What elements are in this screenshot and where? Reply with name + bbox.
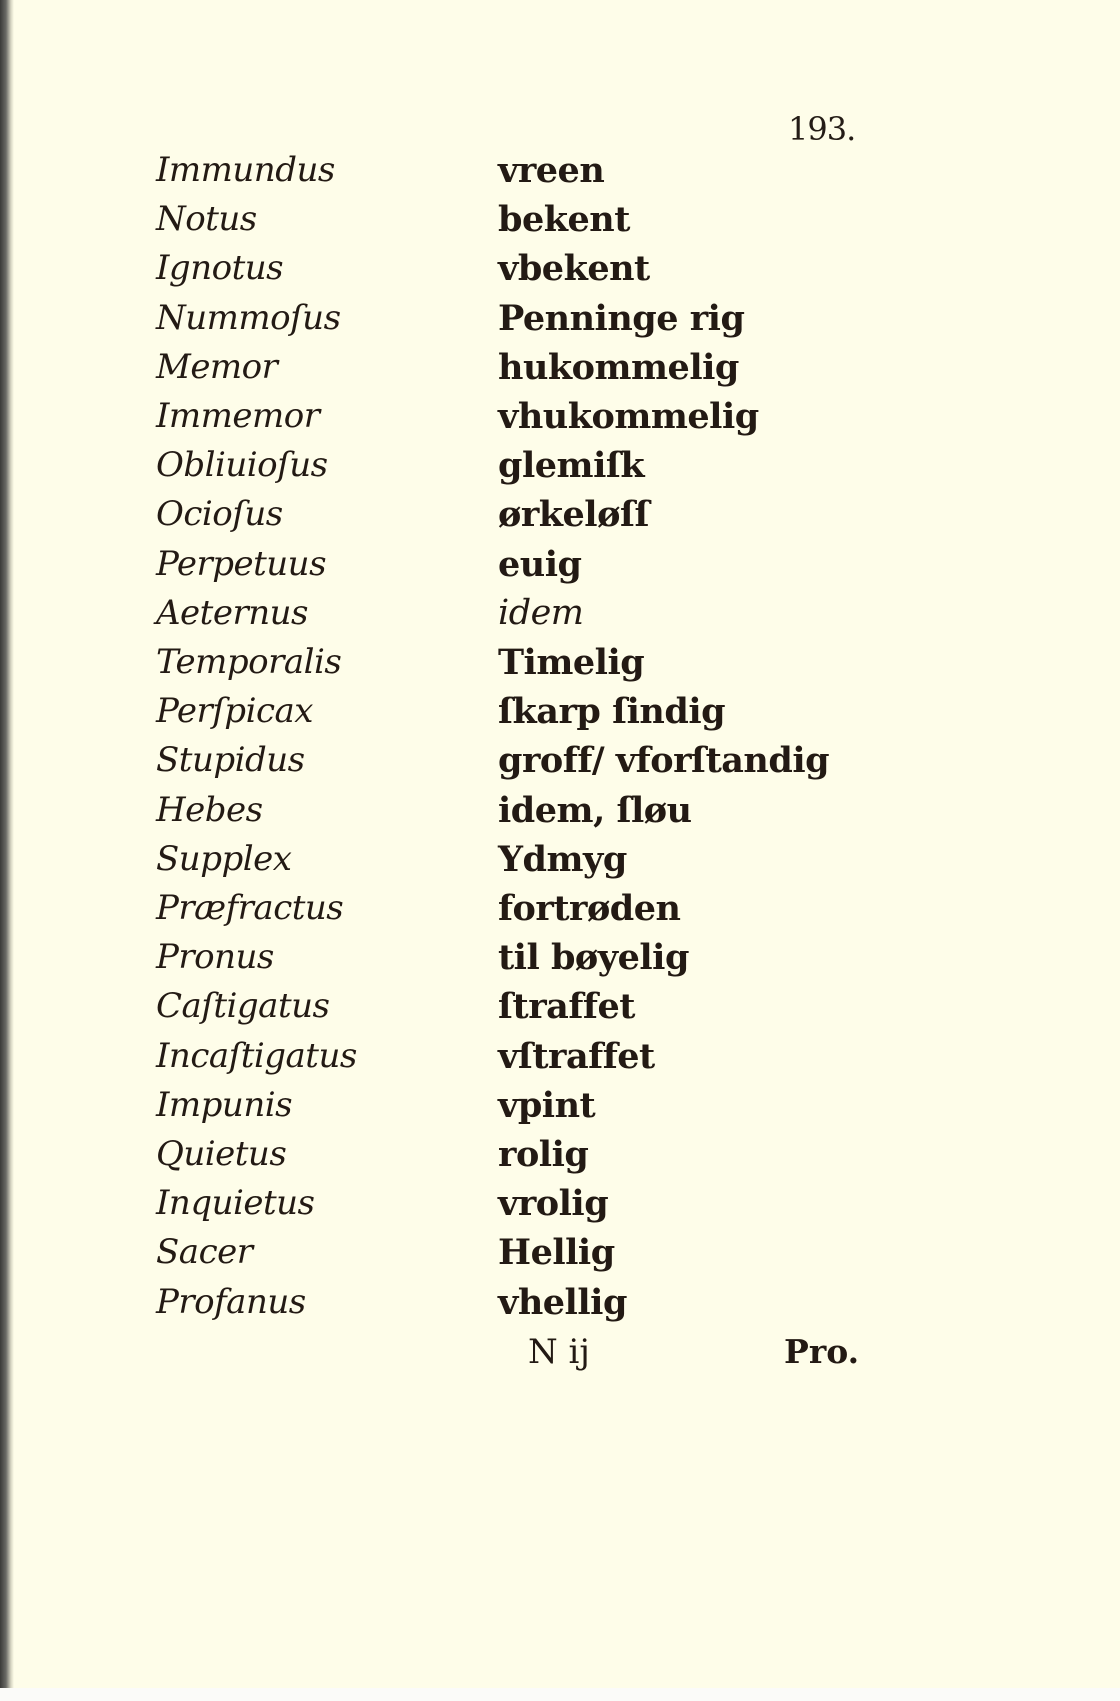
danish-translation: vbekent — [498, 248, 650, 290]
danish-translation: idem, ſløu — [498, 789, 692, 831]
glossary-entry — [0, 1282, 1120, 1331]
glossary-entry — [0, 888, 1120, 937]
danish-translation: euig — [498, 543, 582, 585]
danish-translation: ſkarp ſindig — [498, 691, 726, 733]
glossary-entry — [0, 396, 1120, 445]
glossary-entry — [0, 593, 1120, 642]
latin-term: Memor — [156, 346, 278, 387]
danish-translation: vſtraffet — [498, 1035, 655, 1077]
glossary-entry — [0, 937, 1120, 986]
danish-translation: bekent — [498, 199, 630, 241]
glossary-entry — [0, 839, 1120, 888]
glossary-entry — [0, 986, 1120, 1035]
glossary-entry — [0, 1134, 1120, 1183]
glossary-entry — [0, 691, 1120, 740]
danish-translation: Penninge rig — [498, 297, 745, 339]
latin-term: Stupidus — [156, 740, 305, 781]
glossary-entry — [0, 150, 1120, 199]
catchword: Pro. — [784, 1332, 860, 1371]
danish-translation: ſtraffet — [498, 986, 635, 1028]
latin-term: Perſpicax — [156, 691, 313, 732]
latin-term: Hebes — [156, 789, 263, 830]
latin-term: Aeternus — [156, 592, 308, 633]
danish-translation: groff/ vforſtandig — [498, 740, 830, 782]
danish-translation: fortrøden — [498, 888, 681, 929]
glossary-entry — [0, 199, 1120, 248]
latin-term: Pronus — [156, 937, 274, 978]
latin-term: Præfractus — [156, 888, 344, 928]
danish-translation: ørkeløſſ — [498, 494, 650, 536]
latin-term: Temporalis — [156, 642, 342, 682]
glossary-entry — [0, 248, 1120, 297]
latin-term: Perpetuus — [156, 543, 327, 584]
danish-translation: Hellig — [498, 1232, 615, 1274]
danish-translation: vreen — [498, 150, 605, 191]
danish-translation: vhukommelig — [498, 396, 759, 437]
latin-term: Immundus — [156, 150, 335, 190]
danish-translation: vhellig — [498, 1281, 627, 1323]
glossary-entry — [0, 1183, 1120, 1232]
latin-term: Ocioſus — [156, 494, 283, 535]
signature-mark: N ij — [528, 1332, 590, 1372]
latin-term: Nummoſus — [156, 297, 341, 338]
glossary-entry — [0, 445, 1120, 494]
danish-translation: vpint — [498, 1084, 596, 1126]
page-bottom-edge — [0, 1688, 1120, 1701]
latin-term: Profanus — [156, 1281, 306, 1322]
glossary-entry — [0, 298, 1120, 347]
glossary-entry — [0, 1085, 1120, 1134]
latin-term: Impunis — [156, 1084, 293, 1125]
latin-term: Sacer — [156, 1232, 253, 1273]
danish-translation: rolig — [498, 1134, 589, 1175]
glossary-entry — [0, 1036, 1120, 1085]
latin-term: Inquietus — [156, 1183, 315, 1224]
danish-translation: idem — [498, 592, 584, 633]
latin-term: Ignotus — [156, 248, 284, 289]
danish-translation: glemiſk — [498, 445, 645, 487]
latin-term: Immemor — [156, 396, 320, 436]
latin-term: Caſtigatus — [156, 986, 330, 1027]
glossary-entry — [0, 790, 1120, 839]
glossary-entry — [0, 1232, 1120, 1281]
latin-term: Supplex — [156, 838, 292, 879]
glossary-entry — [0, 642, 1120, 691]
latin-term: Incaſtigatus — [156, 1035, 357, 1076]
page-number: 193. — [788, 110, 856, 148]
latin-term: Obliuioſus — [156, 445, 328, 486]
glossary-entry — [0, 740, 1120, 789]
latin-term: Notus — [156, 199, 257, 240]
danish-translation: Ydmyg — [498, 838, 627, 880]
glossary-entry — [0, 494, 1120, 543]
danish-translation: vrolig — [498, 1183, 609, 1225]
latin-term: Quietus — [156, 1134, 287, 1174]
glossary-entry — [0, 544, 1120, 593]
danish-translation: hukommelig — [498, 346, 739, 388]
danish-translation: til bøyelig — [498, 937, 689, 979]
glossary-entry — [0, 347, 1120, 396]
danish-translation: Timelig — [498, 642, 645, 683]
